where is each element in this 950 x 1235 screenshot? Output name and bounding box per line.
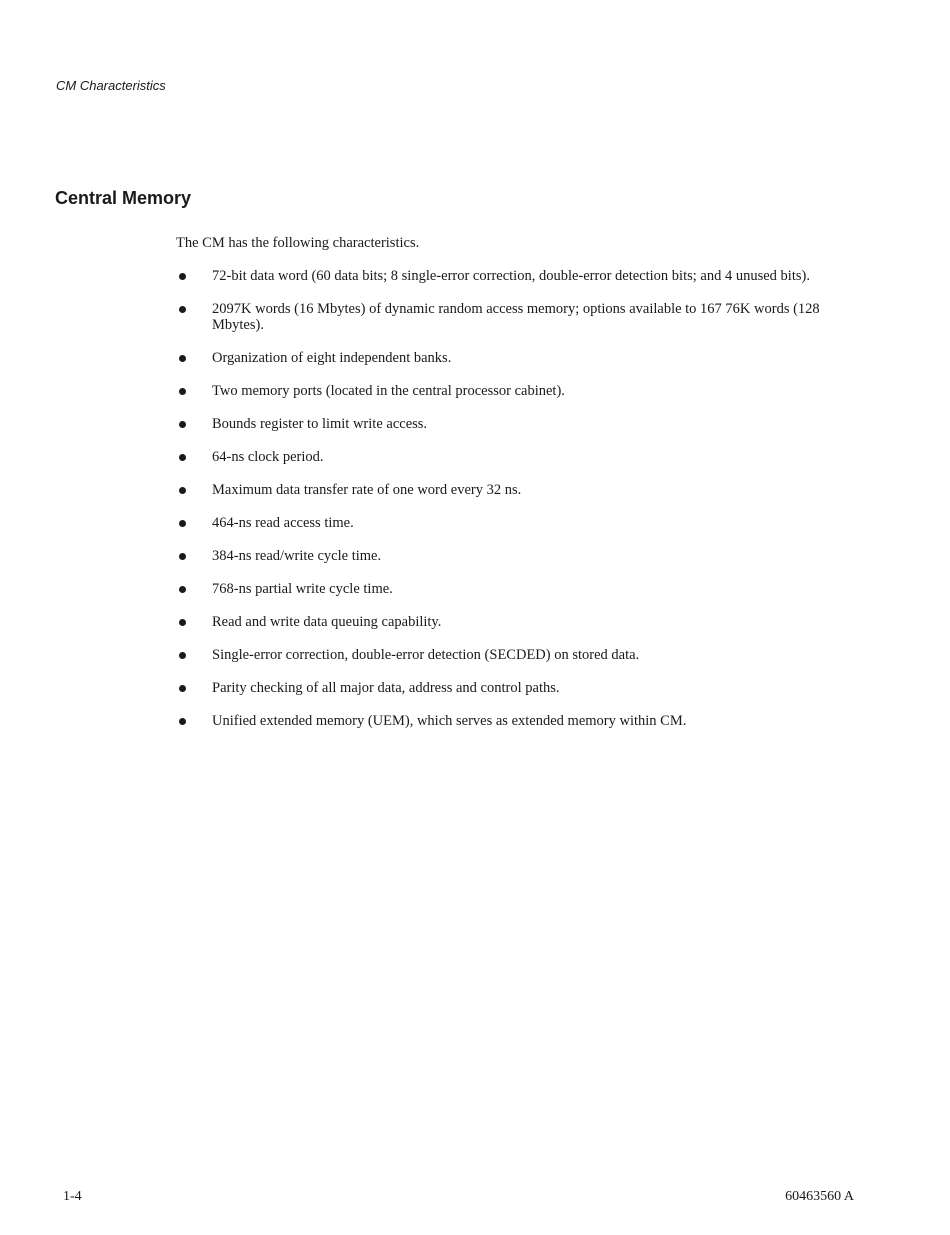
list-item-text: 464-ns read access time. — [212, 515, 354, 531]
list-item — [176, 515, 856, 531]
list-item-text: 64-ns clock period. — [212, 449, 324, 465]
bullet-icon — [179, 355, 186, 362]
characteristics-list — [176, 268, 856, 746]
list-item — [176, 449, 856, 465]
bullet-icon — [179, 619, 186, 626]
list-item-text: Bounds register to limit write access. — [212, 416, 428, 432]
list-item — [176, 680, 856, 696]
list-item-text: 768-ns partial write cycle time. — [212, 581, 393, 597]
bullet-icon — [179, 454, 186, 461]
bullet-icon — [179, 273, 186, 280]
list-item-text: Parity checking of all major data, address and control paths. — [212, 680, 560, 696]
document-id: 60463560 A — [785, 1189, 854, 1204]
list-item — [176, 383, 856, 399]
bullet-icon — [179, 421, 186, 428]
list-item-text: 384-ns read/write cycle time. — [212, 548, 382, 564]
section-title: Central Memory — [55, 188, 192, 208]
bullet-icon — [179, 586, 186, 593]
list-item — [176, 647, 856, 663]
bullet-icon — [179, 652, 186, 659]
list-item-text: Unified extended memory (UEM), which serves as extended memory within CM. — [212, 713, 687, 729]
section-intro: The CM has the following characteristics. — [176, 235, 420, 251]
list-item-text: Two memory ports (located in the central processor cabinet). — [212, 383, 565, 399]
list-item-text: 2097K words (16 Mbytes) of dynamic random access memory; options available to 167 76K words (128 Mbytes). — [212, 301, 820, 333]
list-item — [176, 581, 856, 597]
list-item — [176, 482, 856, 498]
bullet-icon — [179, 520, 186, 527]
running-head: CM Characteristics — [56, 78, 166, 93]
bullet-icon — [179, 487, 186, 494]
list-item-text: 72-bit data word (60 data bits; 8 single-error correction, double-error detection bits; and 4 unused bits). — [212, 268, 810, 284]
bullet-icon — [179, 553, 186, 560]
list-item — [176, 548, 856, 564]
bullet-icon — [179, 685, 186, 692]
list-item-text: Single-error correction, double-error detection (SECDED) on stored data. — [212, 647, 640, 663]
list-item — [176, 416, 856, 432]
list-item — [176, 614, 856, 630]
list-item-text: Read and write data queuing capability. — [212, 614, 442, 630]
page-number: 1-4 — [63, 1189, 82, 1204]
list-item — [176, 350, 856, 366]
list-item-text: Organization of eight independent banks. — [212, 350, 452, 366]
bullet-icon — [179, 306, 186, 313]
bullet-icon — [179, 388, 186, 395]
list-item — [176, 301, 856, 333]
bullet-icon — [179, 718, 186, 725]
list-item — [176, 713, 856, 729]
list-item — [176, 268, 856, 284]
list-item-text: Maximum data transfer rate of one word every 32 ns. — [212, 482, 522, 498]
